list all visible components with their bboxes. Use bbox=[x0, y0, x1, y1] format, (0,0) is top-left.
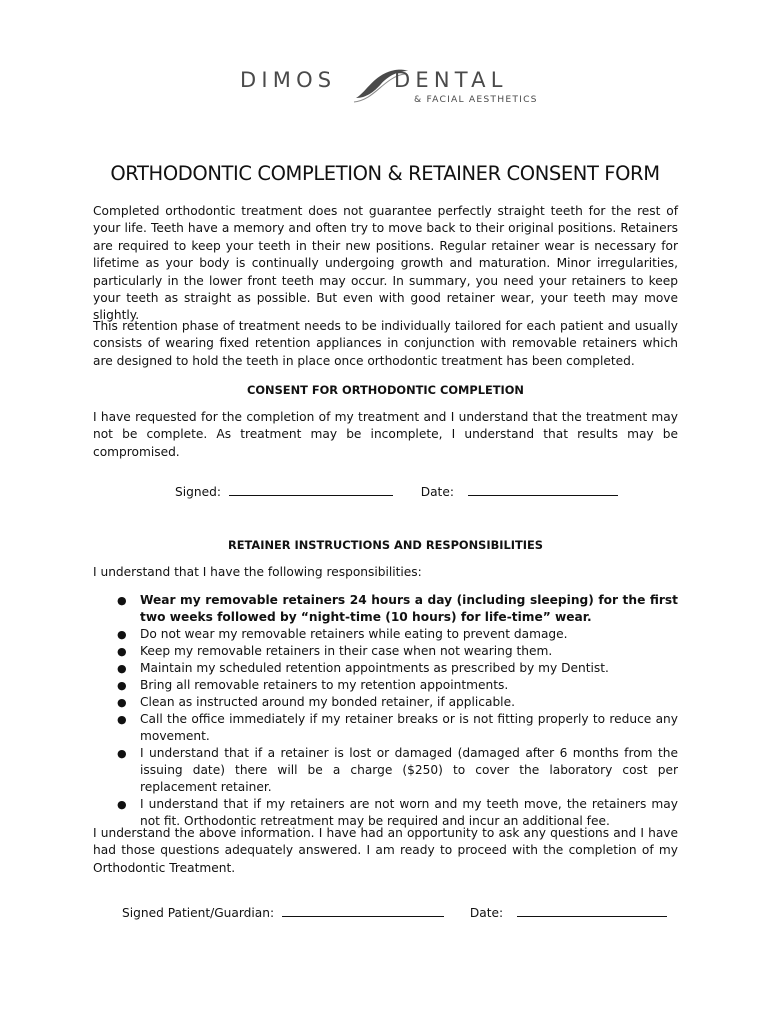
list-item-text: Call the office immediately if my retainer breaks or is not fitting properly to reduce any movement. bbox=[140, 712, 678, 743]
list-item bbox=[93, 677, 678, 694]
intro-paragraph-1: Completed orthodontic treatment does not guarantee perfectly straight teeth for the rest of your life. Teeth have a memory and often try to move back to their original positions. Retainers are required to keep your teeth in their new positions. Regular retainer wear is necessary for lifetime as your body is continually undergoing growth and maturation. Minor irregularities, particularly in the lower front teeth may occur. In summary, you need your retainers to keep your teeth as straight as possible. But even with good retainer wear, your teeth may move slightly. bbox=[93, 204, 678, 323]
bullet-icon: ● bbox=[117, 713, 127, 726]
list-item-text: I understand that if my retainers are not worn and my teeth move, the retainers may not fit. Orthodontic retreatment may be required and incur an additional fee. bbox=[140, 797, 678, 828]
consent-signed-label: Signed: bbox=[175, 485, 221, 499]
list-item-text: Maintain my scheduled retention appointments as prescribed by my Dentist. bbox=[140, 661, 609, 675]
intro-paragraph-2: This retention phase of treatment needs to be individually tailored for each patient and usually consists of wearing fixed retention appliances in conjunction with removable retainers which are designed to hold the teeth in place once orthodontic treatment has been completed. bbox=[93, 319, 678, 368]
list-item bbox=[93, 592, 678, 626]
list-item-text: Clean as instructed around my bonded retainer, if applicable. bbox=[140, 695, 515, 709]
bullet-icon: ● bbox=[117, 628, 127, 641]
patient-signature-row bbox=[122, 903, 667, 920]
bullet-icon: ● bbox=[117, 747, 127, 760]
consent-signature-row bbox=[175, 482, 618, 499]
patient-signature-line[interactable] bbox=[282, 903, 444, 917]
logo-tagline: & FACIAL AESTHETICS bbox=[414, 94, 538, 105]
logo-name-left: DIMOS bbox=[240, 68, 337, 92]
list-item bbox=[93, 660, 678, 677]
consent-text: I have requested for the completion of my treatment and I understand that the treatment may not be complete. As treatment may be incomplete, I understand that results may be compromised. bbox=[93, 410, 678, 459]
form-title: ORTHODONTIC COMPLETION & RETAINER CONSENT FORM bbox=[110, 162, 660, 185]
list-item bbox=[93, 626, 678, 643]
list-item-text: Do not wear my removable retainers while eating to prevent damage. bbox=[140, 627, 568, 641]
patient-date-line[interactable] bbox=[517, 903, 667, 917]
consent-date-line[interactable] bbox=[468, 482, 618, 496]
bullet-icon: ● bbox=[117, 645, 127, 658]
consent-date-label: Date: bbox=[420, 485, 454, 499]
list-item bbox=[93, 694, 678, 711]
patient-signed-label: Signed Patient/Guardian: bbox=[122, 906, 275, 920]
patient-date-label: Date: bbox=[469, 906, 504, 920]
list-item-text: Bring all removable retainers to my retention appointments. bbox=[140, 678, 509, 692]
list-item-text: Keep my removable retainers in their case when not wearing them. bbox=[140, 644, 553, 658]
list-item bbox=[93, 711, 678, 745]
consent-heading: CONSENT FOR ORTHODONTIC COMPLETION bbox=[247, 383, 524, 397]
bullet-icon: ● bbox=[117, 594, 127, 607]
dimos-dental-logo bbox=[238, 62, 538, 108]
closing-text: I understand the above information. I have had an opportunity to ask any questions and I have had those questions adequately answered. I am ready to proceed with the completion of my Orthodontic Treatment. bbox=[93, 826, 678, 875]
consent-signature-line[interactable] bbox=[229, 482, 393, 496]
list-item bbox=[93, 745, 678, 796]
bullet-icon: ● bbox=[117, 798, 127, 811]
bullet-icon: ● bbox=[117, 662, 127, 675]
retainer-heading: RETAINER INSTRUCTIONS AND RESPONSIBILITIES bbox=[228, 538, 543, 552]
list-item bbox=[93, 643, 678, 660]
list-item-text: I understand that if a retainer is lost or damaged (damaged after 6 months from the issuing date) there will be a charge ($250) to cover the laboratory cost per replacement retainer. bbox=[140, 746, 678, 794]
list-item-text: Wear my removable retainers 24 hours a day (including sleeping) for the first two weeks followed by “night-time (10 hours) for life-time” wear. bbox=[140, 593, 678, 624]
retainer-intro: I understand that I have the following responsibilities: bbox=[93, 565, 422, 579]
bullet-icon: ● bbox=[117, 696, 127, 709]
responsibility-list bbox=[93, 592, 678, 830]
bullet-icon: ● bbox=[117, 679, 127, 692]
logo-name-right: DENTAL bbox=[394, 68, 508, 92]
